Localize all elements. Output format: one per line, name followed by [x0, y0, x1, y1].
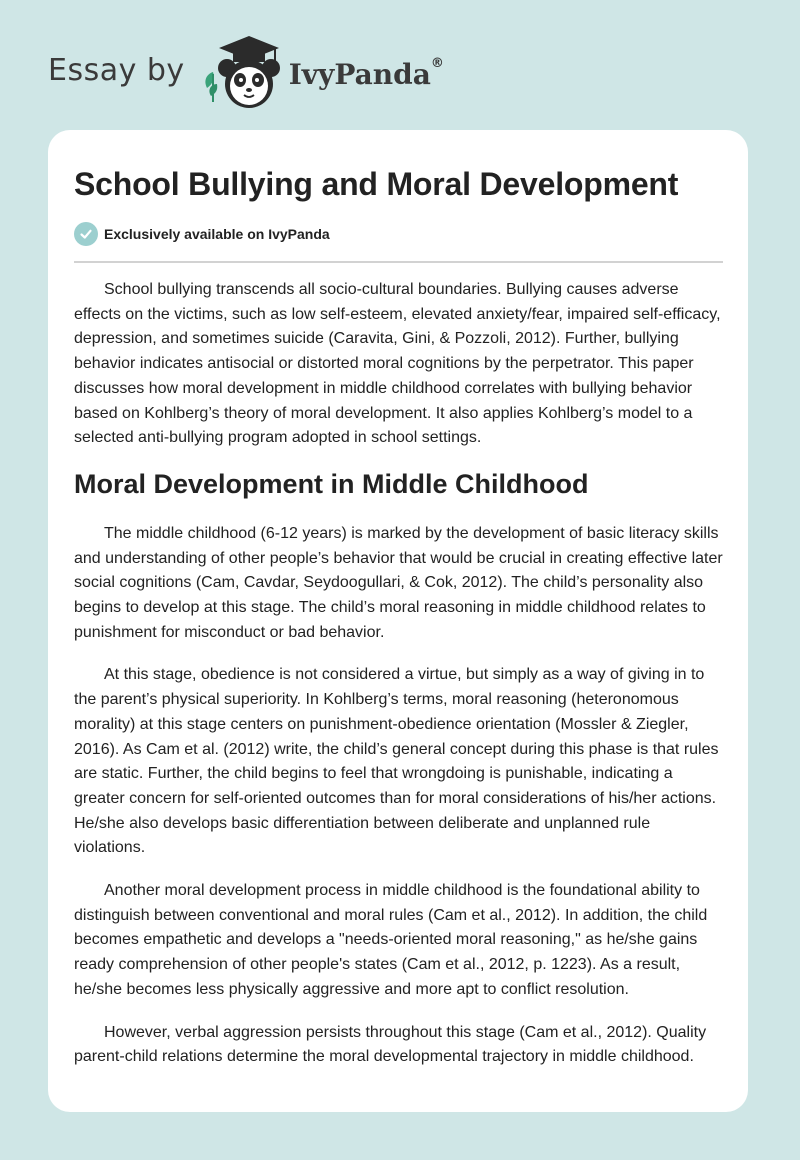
section-paragraph: Another moral development process in middle childhood is the foundational ability to distinguish between conventional and moral rules (Cam et al., 2012). In addition, the child becomes empathetic and develops a "needs-oriented moral reasoning," as he/she gains ready comprehension of other people's states (Cam et al., 2012, p. 1223). As a result, he/she becomes less physically aggressive and more apt to conflict resolution.: [74, 882, 708, 998]
article-card: [48, 130, 748, 1112]
exclusive-badge: [74, 222, 330, 246]
exclusive-badge-label: Exclusively available on IvyPanda: [104, 226, 330, 242]
intro-paragraph: School bullying transcends all socio-cultural boundaries. Bullying causes adverse effects on the victims, such as low self-esteem, elevated anxiety/fear, impaired self-efficacy, depression, and sometimes suicide (Caravita, Gini, & Pozzoli, 2012). Further, bullying behavior indicates antisocial or distorted moral cognitions by the perpetrator. This paper discusses how moral development in middle childhood correlates with bullying behavior based on Kohlberg’s theory of moral development. It also applies Kohlberg’s model to a selected anti-bullying program adopted in school settings.: [74, 281, 721, 447]
check-icon: [74, 222, 98, 246]
brand-name[interactable]: [289, 58, 444, 91]
section-paragraph: However, verbal aggression persists throughout this stage (Cam et al., 2012). Quality parent-child relations determine the moral developmental trajectory in middle childhood.: [74, 1023, 707, 1066]
brand-text: IvyPanda: [288, 57, 431, 91]
section-heading: Moral Development in Middle Childhood: [74, 468, 589, 499]
registered-mark: ®: [430, 56, 444, 72]
divider: [74, 261, 723, 263]
section-paragraph: The middle childhood (6-12 years) is marked by the development of basic literacy skills and understanding of other people’s behavior that would be crucial in creating effective later social cognitions (Cam, Cavdar, Seydoogullari, & Cok, 2012). The child’s personality also begins to develop at this stage. The child’s moral reasoning in middle childhood relates to punishment for misconduct or bad behavior.: [74, 524, 723, 641]
essay-by-label: Essay by: [48, 52, 185, 88]
panda-logo-icon[interactable]: [199, 30, 285, 110]
ivy-leaf-icon: [205, 72, 217, 102]
site-header: [48, 30, 444, 110]
section-paragraph: At this stage, obedience is not considered a virtue, but simply as a way of giving in to the parent’s physical superiority. In Kohlberg’s terms, moral reasoning (heteronomous morality) at this stage centers on punishment-obedience orientation (Mossler & Ziegler, 2016). As Cam et al. (2012) write, the child’s general concept during this phase is that rules are static. Further, the child begins to feel that wrongdoing is punishable, indicating a greater concern for self-oriented outcomes than for moral considerations of his/her actions. He/she also develops basic differentiation between deliberate and unplanned rule violations.: [74, 666, 719, 857]
page-title: School Bullying and Moral Development: [74, 166, 679, 202]
article-body: [74, 278, 724, 1088]
